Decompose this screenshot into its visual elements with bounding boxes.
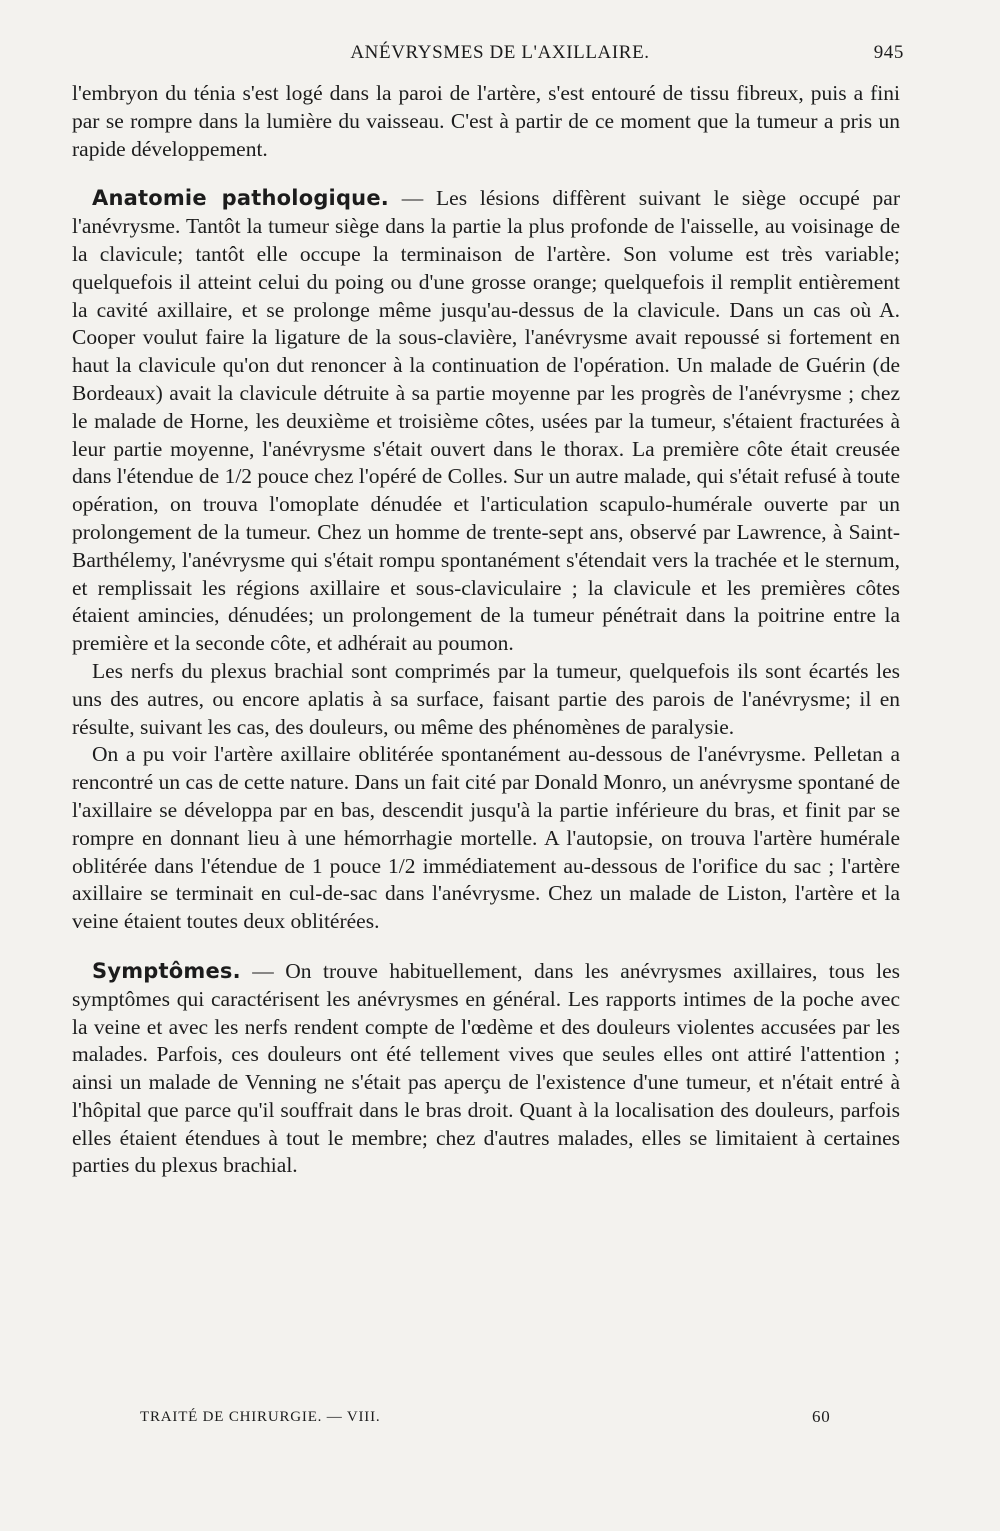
paragraph-anatomie-1 — [72, 185, 900, 658]
paragraph-text: — Les lésions diffèrent suivant le siège occupé par l'anévrysme. Tantôt la tumeur siège dans la partie la plus profonde de l'aisselle, au voisinage de la clavicule; tantôt elle occupe la terminaison de l'artère. Son volume est très variable; quelquefois il atteint celui du poing ou d'une grosse orange; quelquefois il remplit entièrement la cavité axillaire, et se prolonge même jusqu'au-dessus de la clavicule. Dans un cas où A. Cooper voulut faire la ligature de la sous-clavière, l'anévrysme avait repoussé si fortement en haut la clavicule qu'on dut renoncer à la continuation de l'opération. Un malade de Guérin (de Bordeaux) avait la clavicule détruite à sa partie moyenne par les progrès de l'anévrysme ; chez le malade de Horne, les deuxième et troisième côtes, usées par la tumeur, s'étaient fracturées à leur partie moyenne, l'anévrysme s'était ouvert dans le thorax. La première côte était creusée dans l'étendue de 1/2 pouce chez l'opéré de Colles. Sur un autre malade, qui s'était refusé à toute opération, on trouva l'omoplate dénudée et l'articulation scapulo-humérale ouverte par un prolongement de la tumeur. Chez un homme de trente-sept ans, observé par Lawrence, à Saint-Barthélemy, l'anévrysme qui s'était rompu spontanément s'étendait vers la trachée et le sternum, et remplissait les régions axillaire et sous-claviculaire ; la clavicule et les premières côtes étaient amincies, dénudées; un prolongement de la tumeur pénétrait dans la poitrine entre la première et la seconde côte, et adhérait au poumon. — [72, 186, 900, 656]
section-heading-symptomes: Symptômes. — [92, 958, 241, 983]
page-number: 945 — [873, 42, 904, 63]
running-head — [0, 38, 1000, 68]
section-heading-anatomie-pathologique: Anatomie pathologique. — [92, 186, 389, 211]
signature-number: 60 — [812, 1407, 831, 1426]
paragraph-text: — On trouve habituellement, dans les anévrysmes axillaires, tous les symptômes qui caractérisent les anévrysmes en général. Les rapports intimes de la poche avec la veine et avec les nerfs rendent compte de l'œdème et des douleurs violentes accusées par les malades. Parfois, ces douleurs ont été tellement vives que seules elles ont attiré l'attention ; ainsi un malade de Venning ne s'était pas aperçu de l'existence d'une tumeur, et n'était entré à l'hôpital que parce qu'il souffrait dans le bras droit. Quant à la localisation des douleurs, parfois elles étaient étendues à tout le membre; chez d'autres malades, elles se limitaient à certaines parties du plexus brachial. — [72, 958, 900, 1178]
paragraph-symptomes-1 — [72, 958, 900, 1180]
paragraph-anatomie-3: On a pu voir l'artère axillaire oblitérée spontanément au-dessous de l'anévrysme. Pelletan a rencontré un cas de cette nature. Dans un fait cité par Donald Monro, un anévrysme spontané de l'axillaire se développa par en bas, descendit jusqu'à la partie inférieure du bras, et finit par se rompre en donnant lieu à une hémorrhagie mortelle. A l'autopsie, on trouva l'artère humérale oblitérée dans l'étendue de 1 pouce 1/2 immédiatement au-dessous de l'orifice du sac ; l'artère axillaire se terminait en cul-de-sac dans l'anévrysme. Chez un malade de Liston, l'artère et la veine étaient toutes deux oblitérées. — [72, 742, 900, 934]
running-title: ANÉVRYSMES DE L'AXILLAIRE. — [350, 42, 650, 63]
paragraph-anatomie-2: Les nerfs du plexus brachial sont comprimés par la tumeur, quelquefois ils sont écartés les uns des autres, ou encore aplatis à sa surface, faisant partie des parois de l'anévrysme; il en résulte, suivant les cas, des douleurs, ou même des phénomènes de paralysie. — [72, 658, 900, 739]
printer-signature: TRAITÉ DE CHIRURGIE. — VIII. — [140, 1409, 381, 1425]
signature-line — [0, 1405, 1000, 1435]
paragraph-continuation: l'embryon du ténia s'est logé dans la paroi de l'artère, s'est entouré de tissu fibreux, puis a fini par se rompre dans la lumière du vaisseau. C'est à partir de ce moment que la tumeur a pris un rapide développement. — [72, 81, 900, 161]
body-text — [72, 80, 900, 1180]
